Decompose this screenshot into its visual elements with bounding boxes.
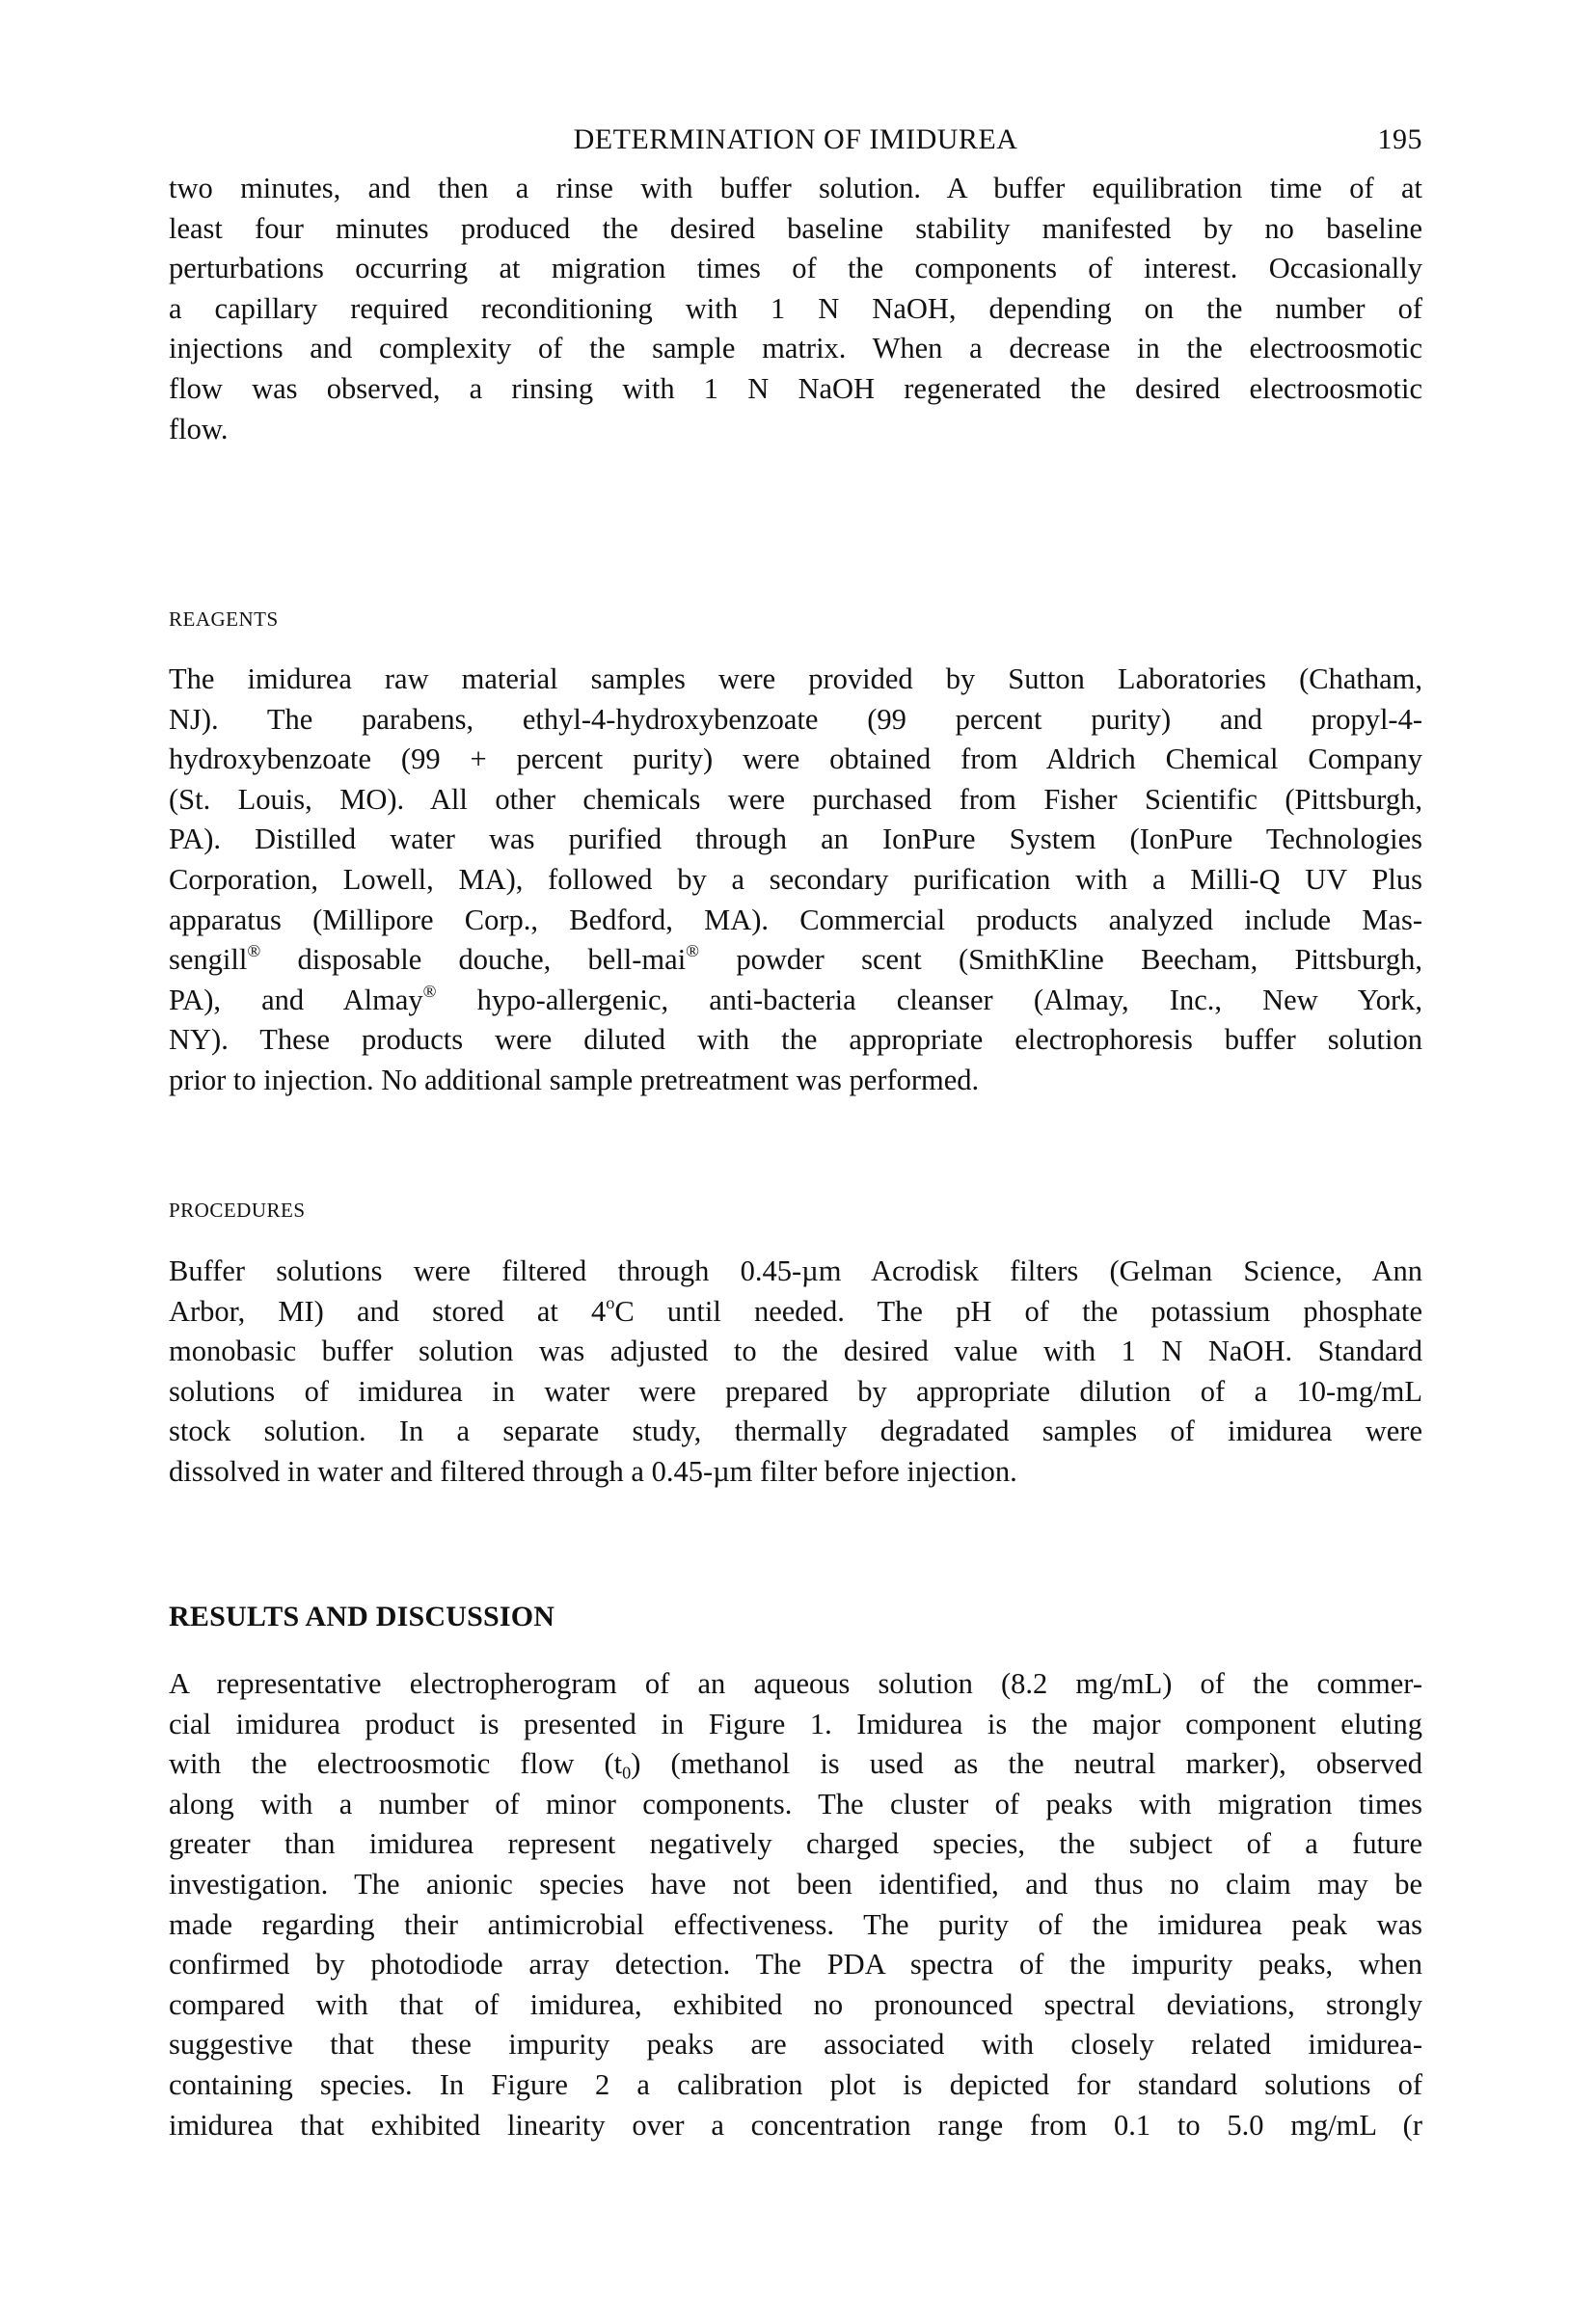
text-line: suggestive that these impurity peaks are associated with closely related imidurea- — [169, 2028, 1422, 2062]
registered-mark: ® — [422, 981, 437, 1001]
results-paragraph — [169, 1664, 1422, 2145]
text-line: flow was observed, a rinsing with 1 N NaOH regenerated the desired electroosmotic — [169, 371, 1422, 405]
text-line: made regarding their antimicrobial effectiveness. The purity of the imidurea peak was — [169, 1907, 1422, 1941]
reagents-paragraph — [169, 660, 1422, 1101]
text-line: NY). These products were diluted with the appropriate electrophoresis buffer solution — [169, 1023, 1422, 1057]
text-line: flow. — [169, 412, 229, 445]
running-head — [169, 123, 1422, 162]
text-line: A representative electropherogram of an aqueous solution (8.2 mg/mL) of the commer- — [169, 1667, 1422, 1700]
subscript-zero: 0 — [622, 1763, 632, 1783]
text-line: (St. Louis, MO). All other chemicals were purchased from Fisher Scientific (Pittsburgh, — [169, 782, 1422, 816]
text-line: hydroxybenzoate (99 + percent purity) were obtained from Aldrich Chemical Company — [169, 742, 1422, 776]
text-line: prior to injection. No additional sample pretreatment was performed. — [169, 1063, 980, 1096]
section-subheading-procedures: PROCEDURES — [169, 1199, 306, 1222]
text-line: apparatus (Millipore Corp., Bedford, MA). Commercial products analyzed include Mas- — [169, 903, 1422, 936]
text-line: investigation. The anionic species have not been identified, and thus no claim may be — [169, 1867, 1422, 1901]
text-line: confirmed by photodiode array detection. The PDA spectra of the impurity peaks, when — [169, 1948, 1422, 1982]
text-line: cial imidurea product is presented in Figure 1. Imidurea is the major component eluting — [169, 1707, 1422, 1740]
page-number: 195 — [1377, 123, 1422, 155]
registered-mark: ® — [686, 941, 700, 961]
section-heading-results: RESULTS AND DISCUSSION — [169, 1601, 555, 1632]
text-line: The imidurea raw material samples were provided by Sutton Laboratories (Chatham, — [169, 662, 1422, 695]
text-line: dissolved in water and filtered through a 0.45-µm filter before injection. — [169, 1454, 1017, 1488]
text-line: Arbor, MI) and stored at 4$^o$C until needed. The pH of the potassium phosphate — [169, 1292, 1422, 1328]
text-line: monobasic buffer solution was adjusted to the desired value with 1 N NaOH. Standard — [169, 1335, 1422, 1368]
text-line: PA), and Almay® hypo-allergenic, anti-bacteria cleanser (Almay, Inc., New York, — [169, 981, 1422, 1016]
text-line: sengill® disposable douche, bell-mai® powder scent (SmithKline Beecham, Pittsburgh, — [169, 941, 1422, 977]
text-line: compared with that of imidurea, exhibited no pronounced spectral deviations, strongly — [169, 1987, 1422, 2021]
text-line: a capillary required reconditioning with 1 N NaOH, depending on the number of — [169, 291, 1422, 325]
text-line: with the electroosmotic flow $(t_0)$ (methanol is used as the neutral marker), observed — [169, 1747, 1422, 1783]
text-line: least four minutes produced the desired baseline stability manifested by no baseline — [169, 211, 1422, 245]
degree-mark: o — [606, 1292, 615, 1312]
text-line: injections and complexity of the sample matrix. When a decrease in the electroosmotic — [169, 332, 1422, 365]
procedures-paragraph — [169, 1252, 1422, 1493]
text-line: stock solution. In a separate study, thermally degradated samples of imidurea were — [169, 1415, 1422, 1448]
text-line: Corporation, Lowell, MA), followed by a secondary purification with a Milli-Q UV Plus — [169, 862, 1422, 896]
text-line: imidurea that exhibited linearity over a concentration range from 0.1 to 5.0 mg/mL (r — [169, 2108, 1422, 2142]
text-line: along with a number of minor components. The cluster of peaks with migration times — [169, 1787, 1422, 1820]
intro-paragraph — [169, 169, 1422, 449]
registered-mark: ® — [247, 941, 261, 961]
text-line: PA). Distilled water was purified through an IonPure System (IonPure Technologies — [169, 822, 1422, 856]
running-title: DETERMINATION OF IMIDUREA — [573, 123, 1018, 155]
section-subheading-reagents: REAGENTS — [169, 607, 279, 631]
text-line: solutions of imidurea in water were prepared by appropriate dilution of a 10-mg/mL — [169, 1374, 1422, 1408]
text-line: perturbations occurring at migration times of the components of interest. Occasionally — [169, 252, 1422, 285]
text-line: containing species. In Figure 2 a calibration plot is depicted for standard solutions of — [169, 2067, 1422, 2101]
text-line: NJ). The parabens, ethyl-4-hydroxybenzoate (99 percent purity) and propyl-4- — [169, 702, 1422, 736]
text-line: greater than imidurea represent negatively charged species, the subject of a future — [169, 1827, 1422, 1861]
text-line: Buffer solutions were filtered through 0.45-µm Acrodisk filters (Gelman Science, Ann — [169, 1254, 1422, 1287]
text-line: two minutes, and then a rinse with buffer solution. A buffer equilibration time of at — [169, 172, 1422, 204]
